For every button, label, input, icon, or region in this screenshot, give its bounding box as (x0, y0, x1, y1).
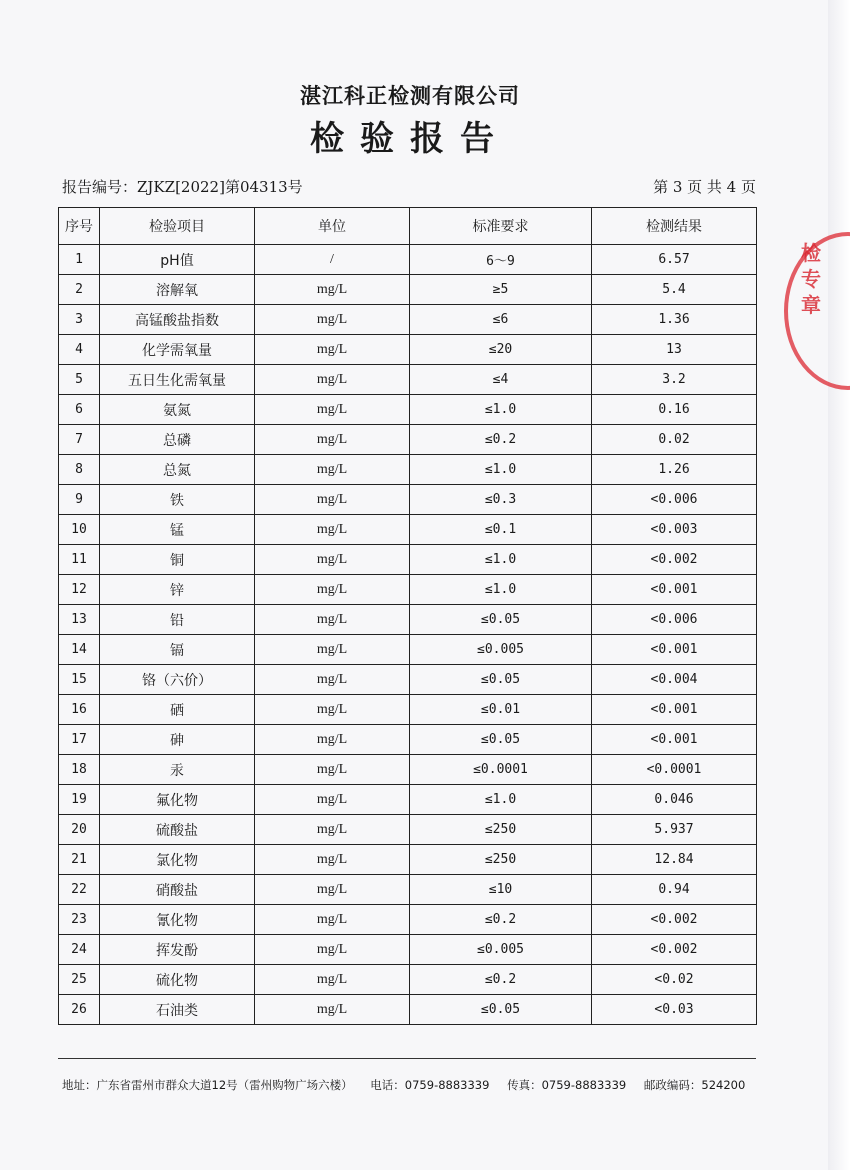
footer-address: 地址：广东省雷州市群众大道12号（雷州购物广场六楼） (62, 1078, 353, 1092)
table-row (59, 365, 757, 395)
row-unit: mg/L (255, 485, 410, 515)
table-row (59, 605, 757, 635)
row-index: 22 (59, 875, 100, 905)
company-name: 湛江科正检测有限公司 (300, 84, 520, 108)
row-index: 14 (59, 635, 100, 665)
row-index: 15 (59, 665, 100, 695)
row-index: 21 (59, 845, 100, 875)
document-title: 检验报告 (310, 119, 510, 159)
row-item: 氟化物 (100, 785, 255, 815)
row-item: 汞 (100, 755, 255, 785)
row-unit: mg/L (255, 425, 410, 455)
row-standard: 6～9 (410, 245, 592, 275)
row-item: 铜 (100, 545, 255, 575)
footer-divider (58, 1058, 756, 1059)
row-item: 氯化物 (100, 845, 255, 875)
row-item: 硫化物 (100, 965, 255, 995)
table-row (59, 725, 757, 755)
row-item: 铅 (100, 605, 255, 635)
row-item: 氰化物 (100, 905, 255, 935)
row-standard: ≤250 (410, 845, 592, 875)
row-standard: ≤0.3 (410, 485, 592, 515)
row-item: 总氮 (100, 455, 255, 485)
row-index: 19 (59, 785, 100, 815)
row-result: 1.36 (592, 305, 757, 335)
row-standard: ≤4 (410, 365, 592, 395)
table-row (59, 815, 757, 845)
row-item: 铁 (100, 485, 255, 515)
row-index: 24 (59, 935, 100, 965)
col-header-result: 检测结果 (592, 208, 757, 245)
row-standard: ≤6 (410, 305, 592, 335)
results-table (58, 207, 757, 1025)
row-result: 0.046 (592, 785, 757, 815)
table-row (59, 905, 757, 935)
row-index: 20 (59, 815, 100, 845)
table-row (59, 245, 757, 275)
row-item: 五日生化需氧量 (100, 365, 255, 395)
row-standard: ≤0.05 (410, 665, 592, 695)
row-standard: ≤1.0 (410, 395, 592, 425)
row-result: 12.84 (592, 845, 757, 875)
table-row (59, 425, 757, 455)
row-unit: mg/L (255, 515, 410, 545)
table-row (59, 545, 757, 575)
row-item: 化学需氧量 (100, 335, 255, 365)
row-unit: mg/L (255, 995, 410, 1025)
row-item: 镉 (100, 635, 255, 665)
table-row (59, 395, 757, 425)
row-unit: mg/L (255, 695, 410, 725)
row-index: 12 (59, 575, 100, 605)
row-standard: ≤20 (410, 335, 592, 365)
row-index: 8 (59, 455, 100, 485)
row-index: 25 (59, 965, 100, 995)
row-unit: mg/L (255, 275, 410, 305)
row-item: 挥发酚 (100, 935, 255, 965)
row-unit: mg/L (255, 635, 410, 665)
row-unit: mg/L (255, 335, 410, 365)
row-index: 16 (59, 695, 100, 725)
seal-text: 检 专 章 (801, 241, 821, 317)
row-result: <0.003 (592, 515, 757, 545)
row-unit: mg/L (255, 935, 410, 965)
row-item: pH值 (100, 245, 255, 275)
table-row (59, 575, 757, 605)
footer-phone: 电话：0759-8883339 (370, 1078, 490, 1092)
row-result: <0.006 (592, 605, 757, 635)
footer-contact (62, 1077, 762, 1093)
row-index: 9 (59, 485, 100, 515)
row-unit: mg/L (255, 305, 410, 335)
row-standard: ≤0.1 (410, 515, 592, 545)
row-standard: ≥5 (410, 275, 592, 305)
row-unit: mg/L (255, 785, 410, 815)
page-edge (828, 0, 850, 1170)
row-result: <0.001 (592, 695, 757, 725)
row-standard: ≤0.005 (410, 935, 592, 965)
row-result: 6.57 (592, 245, 757, 275)
col-header-standard: 标准要求 (410, 208, 592, 245)
row-standard: ≤0.2 (410, 905, 592, 935)
row-unit: mg/L (255, 605, 410, 635)
row-item: 硒 (100, 695, 255, 725)
footer-postcode: 邮政编码：524200 (643, 1078, 746, 1092)
row-result: <0.001 (592, 575, 757, 605)
row-standard: ≤0.05 (410, 725, 592, 755)
row-unit: mg/L (255, 365, 410, 395)
row-item: 石油类 (100, 995, 255, 1025)
page-indicator: 第 3 页 共 4 页 (653, 178, 756, 196)
row-standard: ≤0.2 (410, 425, 592, 455)
row-item: 硫酸盐 (100, 815, 255, 845)
row-index: 3 (59, 305, 100, 335)
row-unit: mg/L (255, 815, 410, 845)
table-row (59, 485, 757, 515)
row-item: 硝酸盐 (100, 875, 255, 905)
row-index: 17 (59, 725, 100, 755)
row-standard: ≤0.01 (410, 695, 592, 725)
row-result: 0.94 (592, 875, 757, 905)
row-result: <0.0001 (592, 755, 757, 785)
row-result: <0.002 (592, 905, 757, 935)
row-unit: mg/L (255, 575, 410, 605)
row-unit: mg/L (255, 875, 410, 905)
row-result: <0.001 (592, 635, 757, 665)
row-unit: mg/L (255, 395, 410, 425)
row-item: 高锰酸盐指数 (100, 305, 255, 335)
row-item: 总磷 (100, 425, 255, 455)
row-result: 5.937 (592, 815, 757, 845)
row-result: <0.03 (592, 995, 757, 1025)
footer-fax: 传真：0759-8883339 (507, 1078, 627, 1092)
report-number: 报告编号：ZJKZ[2022]第04313号 (62, 178, 303, 196)
table-row (59, 665, 757, 695)
row-standard: ≤1.0 (410, 455, 592, 485)
row-result: 0.02 (592, 425, 757, 455)
table-row (59, 275, 757, 305)
row-index: 4 (59, 335, 100, 365)
row-index: 13 (59, 605, 100, 635)
row-standard: ≤0.005 (410, 635, 592, 665)
row-result: 5.4 (592, 275, 757, 305)
row-item: 锌 (100, 575, 255, 605)
table-row (59, 695, 757, 725)
row-result: 13 (592, 335, 757, 365)
row-unit: mg/L (255, 545, 410, 575)
row-index: 23 (59, 905, 100, 935)
table-row (59, 515, 757, 545)
row-index: 26 (59, 995, 100, 1025)
row-index: 2 (59, 275, 100, 305)
row-standard: ≤1.0 (410, 785, 592, 815)
row-index: 1 (59, 245, 100, 275)
table-row (59, 755, 757, 785)
row-standard: ≤0.05 (410, 605, 592, 635)
row-unit: mg/L (255, 845, 410, 875)
row-unit: mg/L (255, 665, 410, 695)
table-row (59, 995, 757, 1025)
row-unit: / (255, 245, 410, 275)
table-row (59, 845, 757, 875)
col-header-index: 序号 (59, 208, 100, 245)
table-body (59, 245, 757, 1025)
row-item: 溶解氧 (100, 275, 255, 305)
row-result: <0.001 (592, 725, 757, 755)
row-index: 7 (59, 425, 100, 455)
row-result: <0.002 (592, 545, 757, 575)
row-standard: ≤1.0 (410, 575, 592, 605)
table-row (59, 965, 757, 995)
table-row (59, 635, 757, 665)
row-result: <0.006 (592, 485, 757, 515)
row-unit: mg/L (255, 725, 410, 755)
row-item: 氨氮 (100, 395, 255, 425)
row-result: 3.2 (592, 365, 757, 395)
table-row (59, 455, 757, 485)
row-unit: mg/L (255, 905, 410, 935)
row-result: 0.16 (592, 395, 757, 425)
row-unit: mg/L (255, 455, 410, 485)
row-item: 砷 (100, 725, 255, 755)
row-index: 5 (59, 365, 100, 395)
table-row (59, 875, 757, 905)
table-row (59, 935, 757, 965)
row-standard: ≤0.05 (410, 995, 592, 1025)
row-result: <0.02 (592, 965, 757, 995)
row-result: 1.26 (592, 455, 757, 485)
row-standard: ≤10 (410, 875, 592, 905)
row-result: <0.004 (592, 665, 757, 695)
row-standard: ≤1.0 (410, 545, 592, 575)
row-index: 18 (59, 755, 100, 785)
table-row (59, 785, 757, 815)
row-standard: ≤0.2 (410, 965, 592, 995)
row-index: 11 (59, 545, 100, 575)
row-standard: ≤0.0001 (410, 755, 592, 785)
col-header-item: 检验项目 (100, 208, 255, 245)
row-index: 10 (59, 515, 100, 545)
row-item: 锰 (100, 515, 255, 545)
table-row (59, 305, 757, 335)
row-item: 铬（六价） (100, 665, 255, 695)
row-unit: mg/L (255, 755, 410, 785)
col-header-unit: 单位 (255, 208, 410, 245)
row-standard: ≤250 (410, 815, 592, 845)
row-unit: mg/L (255, 965, 410, 995)
table-row (59, 335, 757, 365)
row-result: <0.002 (592, 935, 757, 965)
table-header-row (59, 208, 757, 245)
row-index: 6 (59, 395, 100, 425)
